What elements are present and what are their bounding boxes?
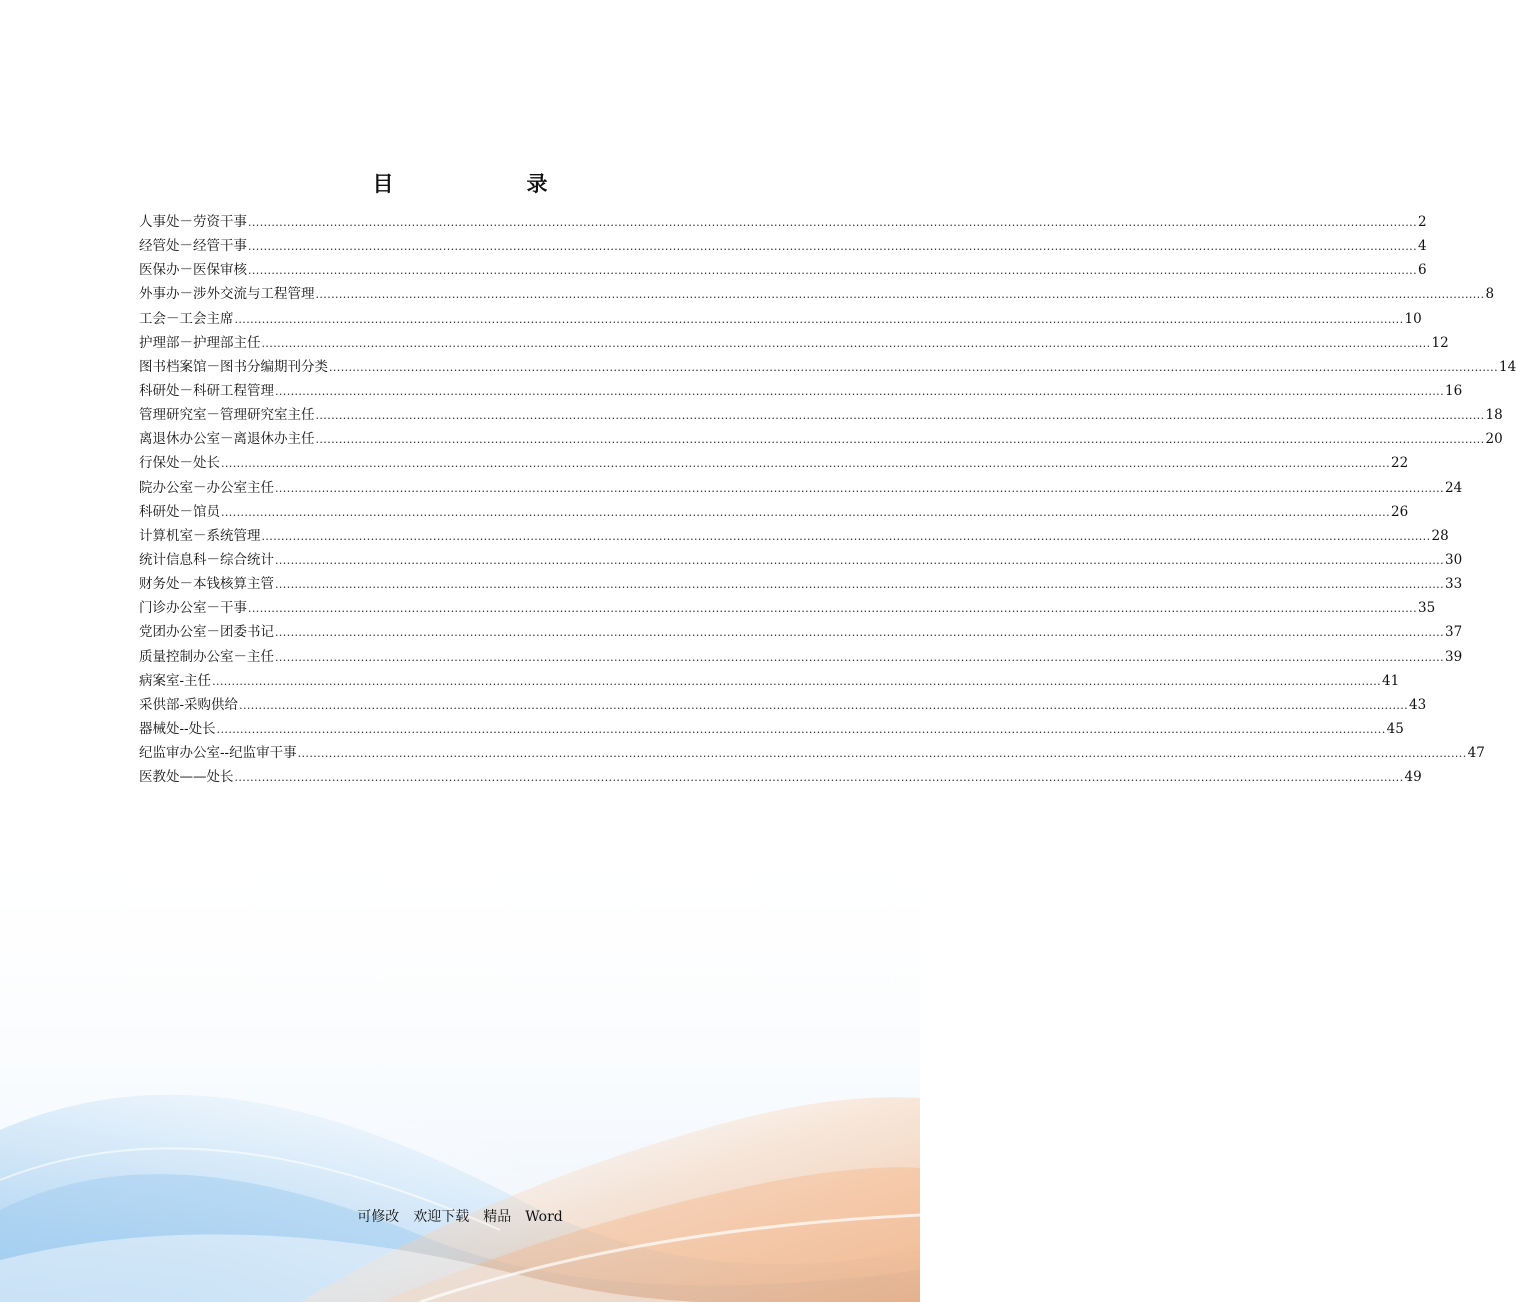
toc-entry[interactable] (139, 476, 1463, 500)
toc-entry-page-number: 30 (1444, 551, 1463, 568)
toc-entry-label: 统计信息科－综合统计 (139, 551, 274, 568)
toc-entry-label: 工会－工会主席 (139, 310, 234, 327)
toc-entry[interactable] (139, 331, 1449, 355)
toc-entry[interactable] (139, 403, 1503, 427)
toc-entry-page-number: 41 (1382, 672, 1400, 689)
toc-entry[interactable] (139, 282, 1495, 306)
toc-entry[interactable] (139, 451, 1409, 475)
toc-dot-leader: ............................................................................................................................................................................................................................................................................................................ (221, 457, 1390, 471)
toc-dot-leader: ............................................................................................................................................................................................................................................................................................................ (234, 771, 1404, 785)
toc-dot-leader: ............................................................................................................................................................................................................................................................................................................ (315, 288, 1485, 302)
toc-dot-leader: ............................................................................................................................................................................................................................................................................................................ (248, 240, 1417, 254)
toc-entry[interactable] (139, 379, 1463, 403)
toc-entry-page-number: 8 (1485, 286, 1495, 303)
toc-entry-label: 图书档案馆－图书分编期刊分类 (139, 358, 328, 375)
toc-entry[interactable] (139, 258, 1427, 282)
toc-entry[interactable] (139, 596, 1436, 620)
toc-entry-label: 质量控制办公室－主任 (139, 648, 274, 665)
footer-text: Word (525, 1209, 563, 1225)
toc-entry-page-number: 22 (1390, 455, 1409, 472)
toc-entry-page-number: 2 (1417, 214, 1427, 230)
toc-entry-label: 外事办－涉外交流与工程管理 (139, 286, 315, 303)
toc-entry-page-number: 10 (1404, 310, 1422, 327)
toc-entry[interactable] (139, 524, 1449, 548)
toc-entry-label: 科研处－科研工程管理 (139, 382, 274, 399)
toc-entry-label: 门诊办公室－干事 (139, 600, 247, 617)
toc-entry-label: 医教处——处长 (139, 769, 234, 786)
toc-dot-leader: ............................................................................................................................................................................................................................................................................................................ (275, 384, 1444, 398)
toc-entry-label: 院办公室－办公室主任 (139, 479, 274, 496)
toc-entry-label: 纪监审办公室--纪监审干事 (139, 745, 297, 762)
toc-entry-page-number: 20 (1485, 431, 1503, 448)
toc-entry[interactable] (139, 620, 1463, 644)
toc-entry[interactable] (139, 427, 1503, 451)
toc-entry-page-number: 12 (1431, 334, 1449, 351)
toc-dot-leader: ............................................................................................................................................................................................................................................................................................................ (221, 505, 1390, 519)
toc-entry[interactable] (139, 355, 1516, 379)
footer-text: 精品 (483, 1209, 512, 1225)
toc-dot-leader: ............................................................................................................................................................................................................................................................................................................ (248, 216, 1417, 229)
toc-dot-leader: ............................................................................................................................................................................................................................................................................................................ (216, 722, 1386, 736)
footer-text: 可修改 (357, 1209, 400, 1225)
toc-dot-leader: ............................................................................................................................................................................................................................................................................................................ (315, 409, 1485, 423)
toc-entry-page-number: 16 (1444, 382, 1463, 399)
toc-entry-page-number: 24 (1444, 479, 1463, 496)
toc-entry-page-number: 49 (1404, 769, 1422, 786)
toc-entry[interactable] (139, 645, 1463, 669)
toc-dot-leader: ............................................................................................................................................................................................................................................................................................................ (329, 360, 1498, 374)
toc-entry[interactable] (139, 548, 1463, 572)
toc-entry-page-number: 26 (1390, 503, 1409, 520)
toc-entry[interactable] (139, 572, 1463, 596)
toc-entry-label: 医保办－医保审核 (139, 262, 247, 279)
toc-dot-leader: ............................................................................................................................................................................................................................................................................................................ (275, 553, 1444, 567)
toc-entry-page-number: 47 (1467, 745, 1485, 762)
toc-entry-page-number: 35 (1417, 600, 1436, 617)
toc-dot-leader: ............................................................................................................................................................................................................................................................................................................ (261, 336, 1431, 350)
toc-dot-leader: ............................................................................................................................................................................................................................................................................................................ (261, 529, 1431, 543)
toc-dot-leader: ............................................................................................................................................................................................................................................................................................................ (248, 264, 1417, 278)
toc-dot-leader: ............................................................................................................................................................................................................................................................................................................ (275, 626, 1444, 640)
toc-entry-label: 采供部-采购供给 (139, 696, 239, 713)
toc-entry-label: 器械处--处长 (139, 720, 216, 737)
toc-entry-label: 护理部－护理部主任 (139, 334, 261, 351)
toc-entry-page-number: 33 (1444, 576, 1463, 593)
toc-dot-leader: ............................................................................................................................................................................................................................................................................................................ (248, 602, 1417, 616)
toc-entry-label: 病案室-主任 (139, 672, 212, 689)
toc-entry-label: 管理研究室－管理研究室主任 (139, 407, 315, 424)
toc-entry[interactable] (139, 717, 1404, 741)
toc-dot-leader: ............................................................................................................................................................................................................................................................................................................ (275, 578, 1444, 592)
toc-entry-page-number: 18 (1485, 407, 1503, 424)
page-title: 目 录 (372, 172, 604, 196)
footer-text: 欢迎下载 (413, 1209, 470, 1225)
toc-entry-page-number: 4 (1417, 238, 1427, 255)
toc-entry-page-number: 43 (1409, 696, 1427, 713)
footer (0, 1206, 920, 1226)
toc-entry[interactable] (139, 307, 1422, 331)
table-of-contents (139, 210, 1516, 789)
toc-dot-leader: ............................................................................................................................................................................................................................................................................................................ (315, 433, 1485, 447)
toc-entry[interactable] (139, 765, 1422, 789)
toc-entry-page-number: 39 (1444, 648, 1463, 665)
toc-entry-label: 经管处－经管干事 (139, 238, 247, 255)
toc-dot-leader: ............................................................................................................................................................................................................................................................................................................ (275, 650, 1444, 664)
toc-entry-label: 党团办公室－团委书记 (139, 624, 274, 641)
toc-entry[interactable] (139, 210, 1427, 234)
toc-entry[interactable] (139, 669, 1400, 693)
toc-entry-page-number: 28 (1431, 527, 1449, 544)
toc-entry-label: 科研处－馆员 (139, 503, 220, 520)
toc-entry-label: 计算机室－系统管理 (139, 527, 261, 544)
toc-dot-leader: ............................................................................................................................................................................................................................................................................................................ (239, 698, 1409, 712)
toc-entry[interactable] (139, 693, 1427, 717)
toc-entry[interactable] (139, 741, 1485, 765)
toc-entry-label: 人事处－劳资干事 (139, 214, 247, 230)
toc-dot-leader: ............................................................................................................................................................................................................................................................................................................ (297, 747, 1467, 761)
toc-entry-page-number: 6 (1417, 262, 1427, 279)
toc-entry-label: 财务处－本钱核算主管 (139, 576, 274, 593)
toc-dot-leader: ............................................................................................................................................................................................................................................................................................................ (212, 674, 1382, 688)
toc-entry-label: 离退休办公室－离退休办主任 (139, 431, 315, 448)
toc-entry[interactable] (139, 234, 1427, 258)
toc-dot-leader: ............................................................................................................................................................................................................................................................................................................ (275, 481, 1444, 495)
toc-entry-page-number: 45 (1386, 720, 1404, 737)
toc-dot-leader: ............................................................................................................................................................................................................................................................................................................ (234, 312, 1404, 326)
toc-entry-label: 行保处－处长 (139, 455, 220, 472)
toc-entry[interactable] (139, 500, 1409, 524)
toc-entry-page-number: 37 (1444, 624, 1463, 641)
toc-entry-page-number: 14 (1498, 358, 1516, 375)
